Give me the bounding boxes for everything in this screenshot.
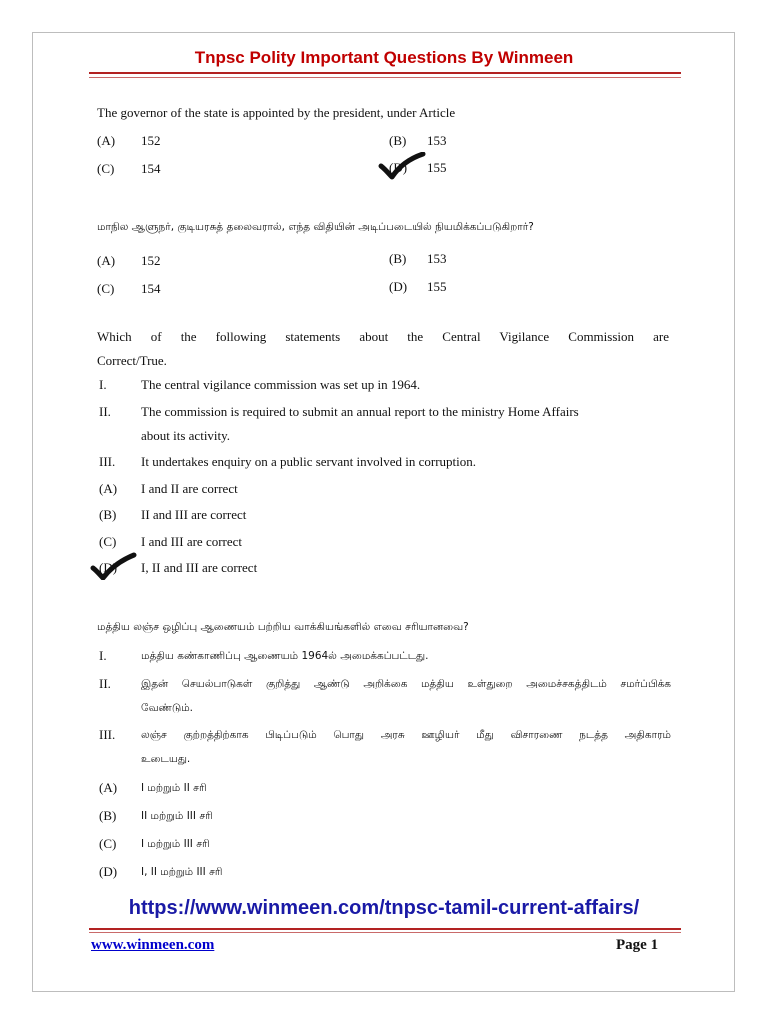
page-number: Page 1 <box>616 937 659 953</box>
option-label: (A) <box>97 253 116 268</box>
option-label: (C) <box>99 836 117 851</box>
option-label: (C) <box>97 281 115 296</box>
option-value: 154 <box>141 161 161 176</box>
page-title: Tnpsc Polity Important Questions By Winmeen <box>194 48 574 67</box>
option-value: 153 <box>427 133 447 148</box>
option-value: 152 <box>141 133 161 148</box>
option-value: II and III are correct <box>141 507 247 522</box>
question-1-text: The governor of the state is appointed by the president, under Article <box>97 105 456 120</box>
question-2-text: Which of the following statements about the Central Vigilance Commission are <box>97 329 669 344</box>
header-rule <box>89 72 681 74</box>
statement-text-cont: உடையது. <box>141 753 191 765</box>
question-1-tamil-text: மாநில ஆளுநர், குடியரசுத் தலைவரால், எந்த விதியின் அடிப்படையில் நியமிக்கப்படுகிறார்? <box>97 221 534 233</box>
checkmark-icon <box>90 552 138 580</box>
option-label: (C) <box>97 161 115 176</box>
option-value: 152 <box>141 253 161 268</box>
option-value: II மற்றும் III சரி <box>141 810 213 822</box>
statement-label: III. <box>99 727 116 742</box>
option-value: I and III are correct <box>141 534 243 549</box>
option-label: (B) <box>389 251 407 266</box>
option-value: 154 <box>141 281 161 296</box>
option-value: I and II are correct <box>141 481 238 496</box>
option-label: (B) <box>389 133 407 148</box>
option-value: I, II and III are correct <box>141 560 258 575</box>
question-2-text-cont: Correct/True. <box>97 353 167 368</box>
statement-label: II. <box>99 676 111 691</box>
option-value: 155 <box>427 279 447 294</box>
option-value: I மற்றும் III சரி <box>141 838 210 850</box>
option-label: (A) <box>97 133 116 148</box>
checkmark-icon <box>378 152 426 180</box>
current-affairs-link[interactable]: https://www.winmeen.com/tnpsc-tamil-current-affairs/ <box>128 897 640 919</box>
statement-label: I. <box>99 377 107 392</box>
footer-rule <box>89 928 681 930</box>
option-value: I மற்றும் II சரி <box>141 782 207 794</box>
statement-text-cont: வேண்டும். <box>141 702 194 714</box>
header-rule-thin <box>89 77 681 78</box>
option-label: (B) <box>99 507 117 522</box>
statement-label: III. <box>99 454 116 469</box>
option-value: 153 <box>427 251 447 266</box>
statement-text: It undertakes enquiry on a public servant involved in corruption. <box>141 454 477 469</box>
statement-text: The commission is required to submit an annual report to the ministry Home Affairs <box>141 404 579 419</box>
option-label: (A) <box>99 780 118 795</box>
statement-text: மத்திய கண்காணிப்பு ஆணையம் 1964ல் அமைக்கப்பட்டது. <box>141 650 429 662</box>
option-label: (A) <box>99 481 118 496</box>
option-label: (D) <box>99 560 118 575</box>
statement-label: I. <box>99 648 107 663</box>
footer-site-link[interactable]: www.winmeen.com <box>91 937 215 953</box>
statement-text: The central vigilance commission was set up in 1964. <box>141 377 421 392</box>
statement-text: லஞ்ச குற்றத்திற்காக பிடிப்படும் பொது அரசு ஊழியர் மீது விசாரணை நடத்த அதிகாரம் <box>141 729 671 741</box>
question-2-tamil-text: மத்திய லஞ்ச ஒழிப்பு ஆணையம் பற்றிய வாக்கியங்களில் எவை சரியானவை? <box>97 621 469 633</box>
footer-rule-thin <box>89 932 681 933</box>
option-label: (B) <box>99 808 117 823</box>
statement-text-cont: about its activity. <box>141 428 231 443</box>
option-value: I, II மற்றும் III சரி <box>141 866 223 878</box>
option-label: (D) <box>389 279 408 294</box>
option-label: (C) <box>99 534 117 549</box>
statement-label: II. <box>99 404 111 419</box>
option-label: (D) <box>99 864 118 879</box>
option-value: 155 <box>427 160 447 175</box>
statement-text: இதன் செயல்பாடுகள் குறித்து ஆண்டு அறிக்கை மத்திய உள்துறை அமைச்சகத்திடம் சமர்ப்பிக்க <box>141 678 671 690</box>
option-label: (D) <box>389 160 408 175</box>
